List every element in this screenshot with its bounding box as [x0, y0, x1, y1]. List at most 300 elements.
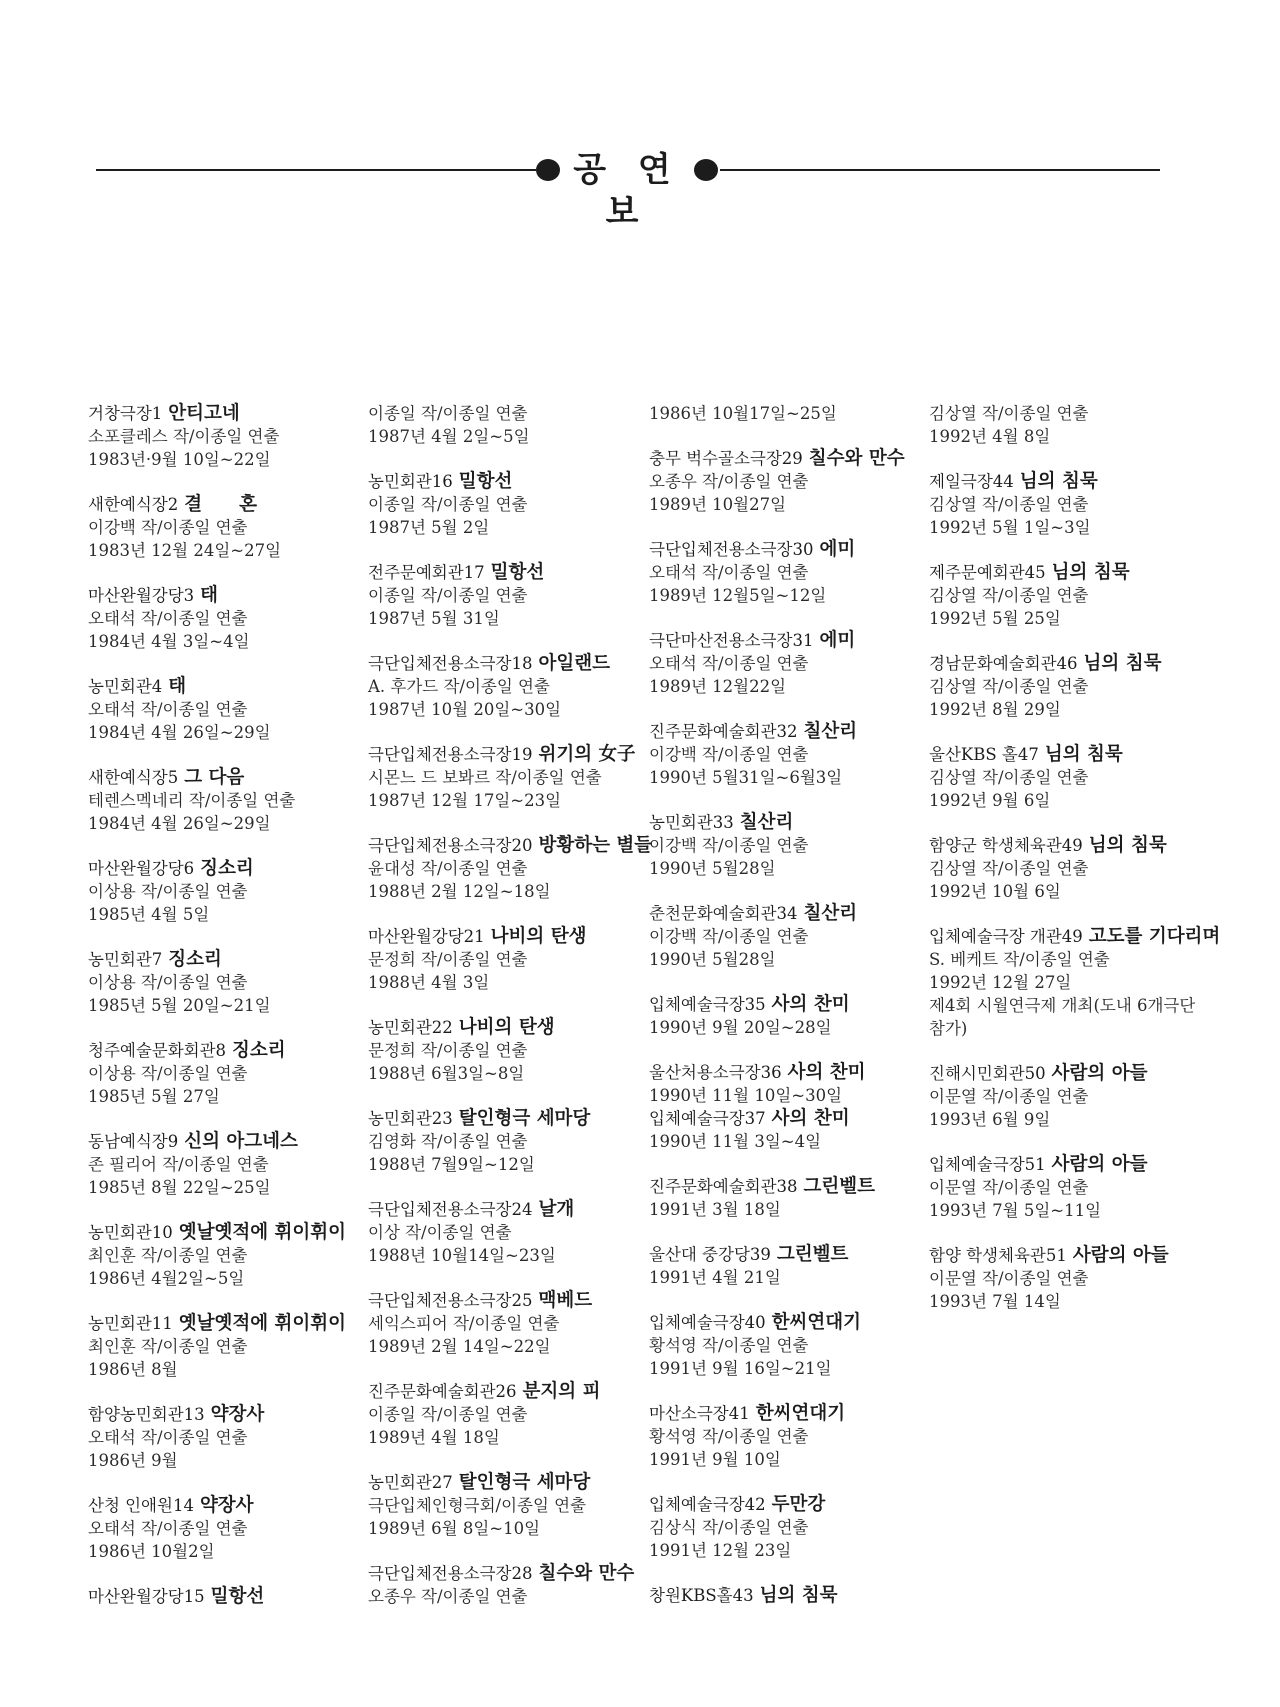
- entry-detail-line: 1990년 11월 10일~30일: [649, 1086, 843, 1105]
- play-title: 징소리: [200, 858, 254, 879]
- entry-detail-line: 이상용 작/이종일 연출: [88, 882, 248, 901]
- entry-detail-line: 오태석 작/이종일 연출: [88, 1428, 248, 1447]
- entry-title-line: [929, 1244, 1201, 1267]
- venue-name: 동남예식장9: [88, 1132, 179, 1151]
- performance-entry: [649, 1584, 921, 1607]
- performance-entry: [649, 447, 921, 516]
- play-title: 님의 침묵: [1051, 562, 1130, 583]
- performance-entry: [649, 402, 921, 425]
- entry-detail-line: 1993년 7월 14일: [929, 1292, 1061, 1311]
- entry-detail-line: 1992년 9월 6일: [929, 791, 1051, 810]
- entry-detail-line: 1989년 10월27일: [649, 495, 787, 514]
- performance-entry: [929, 1244, 1201, 1313]
- play-title: 탈인형극 세마당: [458, 1108, 591, 1129]
- entry-detail-line: 시몬느 드 보봐르 작/이종일 연출: [368, 768, 602, 787]
- play-title: 징소리: [168, 949, 222, 970]
- entry-detail-line: 이강백 작/이종일 연출: [649, 927, 809, 946]
- performance-entry: [368, 1380, 640, 1449]
- entry-title-line: [649, 720, 921, 743]
- entry-title-line: [929, 470, 1201, 493]
- venue-name: 극단입체전용소극장24: [368, 1200, 533, 1219]
- play-title: 고도를 기다리며: [1088, 926, 1221, 947]
- venue-name: 입체예술극장 개관49: [929, 927, 1083, 946]
- entry-detail-line: 윤대성 작/이종일 연출: [368, 859, 528, 878]
- entry-detail-line: 1987년 5월 31일: [368, 609, 500, 628]
- entry-detail-line: 1990년 5월28일: [649, 859, 776, 878]
- venue-name: 마산완월강당3: [88, 586, 195, 605]
- entry-detail-line: 김상열 작/이종일 연출: [929, 495, 1089, 514]
- entry-detail-line: 이종일 작/이종일 연출: [368, 404, 528, 423]
- performance-entry: [88, 948, 360, 1017]
- entry-title-line: [368, 1562, 640, 1585]
- performance-entry: [649, 1402, 921, 1471]
- entry-detail-line: 1986년 10월17일~25일: [649, 404, 837, 423]
- entry-title-line: [649, 993, 921, 1016]
- venue-name: 전주문예회관17: [368, 563, 485, 582]
- entry-detail-line: 오태석 작/이종일 연출: [88, 609, 248, 628]
- play-title: 에미: [819, 539, 856, 560]
- entry-title-line: [929, 834, 1201, 857]
- venue-name: 충무 벅수골소극장29: [649, 449, 803, 468]
- entry-detail-line: 1988년 7월9일~12일: [368, 1155, 535, 1174]
- entry-detail-line: 이상용 작/이종일 연출: [88, 973, 248, 992]
- performance-entry: [649, 1175, 921, 1221]
- entry-title-line: [88, 1403, 360, 1426]
- performance-entry: [929, 834, 1201, 903]
- entry-detail-line: 참가): [929, 1019, 968, 1038]
- entry-detail-line: S. 베케트 작/이종일 연출: [929, 950, 1110, 969]
- play-title: 칠산리: [803, 903, 858, 924]
- performance-entry: [88, 857, 360, 926]
- entry-detail-line: 1983년 12월 24일~27일: [88, 541, 282, 560]
- venue-name: 농민회관22: [368, 1018, 453, 1037]
- play-title: 칠산리: [739, 812, 794, 833]
- entry-detail-line: 1992년 10월 6일: [929, 882, 1061, 901]
- play-title: 사의 찬미: [771, 994, 850, 1015]
- venue-name: 입체예술극장40: [649, 1313, 766, 1332]
- performance-entry: [368, 925, 640, 994]
- venue-name: 진주문화예술회관26: [368, 1382, 517, 1401]
- venue-name: 입체예술극장42: [649, 1495, 766, 1514]
- entry-detail-line: 1985년 5월 27일: [88, 1087, 220, 1106]
- venue-name: 극단입체전용소극장20: [368, 836, 533, 855]
- entry-detail-line: 1989년 12월5일~12일: [649, 586, 827, 605]
- entry-title-line: [88, 402, 360, 425]
- entry-title-line: [649, 1493, 921, 1516]
- venue-name: 입체예술극장35: [649, 995, 766, 1014]
- entry-title-line: [649, 1061, 921, 1084]
- performance-entry: [649, 811, 921, 880]
- entry-detail-line: 1992년 5월 25일: [929, 609, 1061, 628]
- play-title: 징소리: [232, 1040, 286, 1061]
- entry-title-line: [88, 493, 360, 516]
- performance-entry: [649, 1311, 921, 1380]
- entry-detail-line: 문정희 작/이종일 연출: [368, 1041, 528, 1060]
- entry-detail-line: 1985년 8월 22일~25일: [88, 1178, 271, 1197]
- entry-title-line: [929, 925, 1221, 948]
- play-title: 한씨연대기: [771, 1312, 861, 1333]
- performance-entry: [88, 1039, 360, 1108]
- venue-name: 극단입체전용소극장25: [368, 1291, 533, 1310]
- entry-detail-line: 1989년 12월22일: [649, 677, 787, 696]
- entry-detail-line: 김상열 작/이종일 연출: [929, 677, 1089, 696]
- venue-name: 제주문예회관45: [929, 563, 1046, 582]
- performance-entry: [649, 1243, 921, 1289]
- column-4: [929, 402, 1221, 1335]
- venue-name: 농민회관11: [88, 1314, 173, 1333]
- entry-detail-line: 세익스피어 작/이종일 연출: [368, 1314, 560, 1333]
- column-3: [649, 402, 921, 1629]
- entry-title-line: [929, 743, 1201, 766]
- entry-detail-line: 황석영 작/이종일 연출: [649, 1427, 809, 1446]
- play-title: 님의 침묵: [759, 1585, 838, 1606]
- column-2: [368, 402, 653, 1630]
- header-rule-left: [96, 169, 536, 171]
- play-title: 밀항선: [490, 562, 545, 583]
- entry-title-line: [929, 1153, 1201, 1176]
- entry-title-line: [649, 629, 921, 652]
- play-title: 님의 침묵: [1088, 835, 1167, 856]
- play-title: 결 혼: [184, 494, 257, 515]
- play-title: 약장사: [210, 1404, 265, 1425]
- entry-title-line: [368, 1471, 640, 1494]
- entry-detail-line: 1990년 5월31일~6월3일: [649, 768, 843, 787]
- venue-name: 함양농민회관13: [88, 1405, 205, 1424]
- venue-name: 농민회관7: [88, 950, 163, 969]
- entry-detail-line: 이강백 작/이종일 연출: [649, 836, 809, 855]
- entry-detail-line: 1993년 7월 5일~11일: [929, 1201, 1102, 1220]
- performance-entry: [649, 993, 921, 1039]
- performance-entry: [649, 720, 921, 789]
- venue-name: 제일극장44: [929, 472, 1014, 491]
- entry-detail-line: 1992년 5월 1일~3일: [929, 518, 1091, 537]
- entry-detail-line: 1984년 4월 26일~29일: [88, 723, 271, 742]
- entry-detail-line: 1992년 12월 27일: [929, 973, 1072, 992]
- venue-name: 입체예술극장51: [929, 1155, 1046, 1174]
- performance-entry: [929, 561, 1201, 630]
- performance-entry: [368, 834, 653, 903]
- entry-detail-line: 1986년 10월2일: [88, 1542, 215, 1561]
- entry-detail-line: 오태석 작/이종일 연출: [88, 1519, 248, 1538]
- entry-detail-line: 1989년 6월 8일~10일: [368, 1519, 541, 1538]
- entry-title-line: [368, 1107, 640, 1130]
- venue-name: 농민회관16: [368, 472, 453, 491]
- venue-name: 경남문화예술회관46: [929, 654, 1078, 673]
- play-title: 그린벨트: [776, 1244, 849, 1265]
- play-title: 안티고네: [168, 403, 240, 424]
- entry-title-line: [88, 1130, 360, 1153]
- entry-detail-line: 이강백 작/이종일 연출: [649, 745, 809, 764]
- entry-detail-line: 1986년 9월: [88, 1451, 178, 1470]
- column-1: [88, 402, 360, 1630]
- play-title: 밀항선: [210, 1586, 265, 1607]
- venue-name: 마산완월강당15: [88, 1587, 205, 1606]
- play-title: 사의 찬미: [787, 1062, 866, 1083]
- play-title: 칠산리: [803, 721, 858, 742]
- entry-detail-line: 김영화 작/이종일 연출: [368, 1132, 528, 1151]
- entry-title-line: [368, 652, 640, 675]
- entry-title-line: [649, 538, 921, 561]
- entry-detail-line: 소포클레스 작/이종일 연출: [88, 427, 280, 446]
- entry-detail-line: 존 필리어 작/이종일 연출: [88, 1155, 269, 1174]
- venue-name: 새한예식장5: [88, 768, 179, 787]
- entry-title-line: [929, 1062, 1201, 1085]
- performance-entry: [929, 652, 1201, 721]
- entry-detail-line: 1992년 8월 29일: [929, 700, 1061, 719]
- venue-name: 농민회관33: [649, 813, 734, 832]
- performance-entry: [368, 1198, 640, 1267]
- venue-name: 울산처용소극장36: [649, 1063, 782, 1082]
- entry-detail-line: 이강백 작/이종일 연출: [88, 518, 248, 537]
- play-title: 님의 침묵: [1044, 744, 1123, 765]
- entry-title-line: [368, 834, 653, 857]
- venue-name: 극단입체전용소극장30: [649, 540, 814, 559]
- page-title: 공 연 보: [573, 150, 681, 232]
- entry-detail-line: 1987년 5월 2일: [368, 518, 490, 537]
- entry-title-line: [88, 1039, 360, 1062]
- entry-detail-line: 1984년 4월 3일~4일: [88, 632, 250, 651]
- venue-name: 마산소극장41: [649, 1404, 750, 1423]
- performance-entry: [929, 1062, 1201, 1131]
- header-bullet-right: [694, 159, 718, 181]
- entry-detail-line: 이종일 작/이종일 연출: [368, 495, 528, 514]
- performance-entry: [88, 493, 360, 562]
- entry-detail-line: 최인훈 작/이종일 연출: [88, 1337, 248, 1356]
- venue-name: 진주문화예술회관38: [649, 1177, 798, 1196]
- play-title: 밀항선: [458, 471, 513, 492]
- entry-title-line: [368, 1016, 640, 1039]
- performance-entry: [368, 402, 640, 448]
- performance-entry: [88, 1221, 360, 1290]
- play-title: 칠수와 만수: [808, 448, 905, 469]
- venue-name: 거창극장1: [88, 404, 163, 423]
- play-title: 신의 아그네스: [184, 1131, 298, 1152]
- performance-entry: [88, 402, 360, 471]
- performance-entry: [368, 1107, 640, 1176]
- venue-name: 농민회관23: [368, 1109, 453, 1128]
- entry-detail-line: 1991년 12월 23일: [649, 1541, 792, 1560]
- performance-entry: [88, 1494, 360, 1563]
- entry-title-line: [88, 857, 360, 880]
- venue-name: 함양 학생체육관51: [929, 1246, 1067, 1265]
- entry-detail-line: 1983년·9월 10일~22일: [88, 450, 271, 469]
- entry-title-line: [88, 1221, 360, 1244]
- performance-entry: [649, 902, 921, 971]
- entry-title-line: [368, 1380, 640, 1403]
- entry-title-line: [88, 675, 360, 698]
- performance-entry: [88, 1585, 360, 1608]
- page-header: [96, 140, 1160, 232]
- venue-name: 마산완월강당6: [88, 859, 195, 878]
- performance-entry: [649, 538, 921, 607]
- play-title: 아일랜드: [538, 653, 610, 674]
- entry-title-line: [368, 470, 640, 493]
- play-title: 분지의 피: [522, 1381, 601, 1402]
- venue-name: 울산KBS 홀47: [929, 745, 1039, 764]
- entry-title-line: [368, 1198, 640, 1221]
- entry-detail-line: 이문열 작/이종일 연출: [929, 1087, 1089, 1106]
- venue-name: 새한예식장2: [88, 495, 179, 514]
- entry-detail-line: 이상용 작/이종일 연출: [88, 1064, 248, 1083]
- play-title: 님의 침묵: [1083, 653, 1162, 674]
- entry-title-line: [368, 1289, 640, 1312]
- venue-name: 극단입체전용소극장28: [368, 1564, 533, 1583]
- play-title: 날개: [538, 1199, 575, 1220]
- performance-entry: [368, 1562, 640, 1608]
- play-title: 탈인형극 세마당: [458, 1472, 591, 1493]
- venue-name: 청주예술문화회관8: [88, 1041, 227, 1060]
- performance-entry: [88, 1130, 360, 1199]
- entry-title-line: [649, 1107, 921, 1130]
- performance-entry: [929, 743, 1201, 812]
- entry-detail-line: 최인훈 작/이종일 연출: [88, 1246, 248, 1265]
- performance-entry: [88, 1403, 360, 1472]
- entry-detail-line: 1991년 3월 18일: [649, 1200, 781, 1219]
- entry-title-line: [368, 925, 640, 948]
- entry-detail-line: 오태석 작/이종일 연출: [88, 700, 248, 719]
- performance-entry: [929, 1153, 1201, 1222]
- entry-title-line: [88, 1494, 360, 1517]
- play-title: 태: [200, 585, 219, 606]
- entry-detail-line: 1987년 12월 17일~23일: [368, 791, 562, 810]
- play-title: 방황하는 별들: [538, 835, 653, 856]
- entry-detail-line: 김상식 작/이종일 연출: [649, 1518, 809, 1537]
- performance-entry: [368, 1471, 640, 1540]
- entry-title-line: [929, 561, 1201, 584]
- entry-detail-line: 테렌스멕네리 작/이종일 연출: [88, 791, 296, 810]
- performance-entry: [88, 675, 360, 744]
- play-title: 두만강: [771, 1494, 826, 1515]
- entry-detail-line: 1992년 4월 8일: [929, 427, 1051, 446]
- entry-detail-line: 오태석 작/이종일 연출: [649, 563, 809, 582]
- header-rule-right: [720, 169, 1160, 171]
- entry-detail-line: 1988년 4월 3일: [368, 973, 490, 992]
- entry-title-line: [88, 1312, 360, 1335]
- entry-detail-line: 이종일 작/이종일 연출: [368, 586, 528, 605]
- entry-detail-line: 1987년 4월 2일~5일: [368, 427, 530, 446]
- entry-title-line: [649, 811, 921, 834]
- entry-detail-line: 제4회 시월연극제 개최(도내 6개극단: [929, 996, 1196, 1015]
- entry-detail-line: 1985년 5월 20일~21일: [88, 996, 271, 1015]
- entry-detail-line: 오종우 작/이종일 연출: [649, 472, 809, 491]
- entry-detail-line: 1988년 2월 12일~18일: [368, 882, 551, 901]
- entry-title-line: [368, 561, 640, 584]
- performance-entry: [368, 1016, 640, 1085]
- entry-detail-line: 1988년 10월14일~23일: [368, 1246, 556, 1265]
- performance-entry: [88, 584, 360, 653]
- play-title: 태: [168, 676, 187, 697]
- play-title: 옛날옛적에 휘이휘이: [178, 1313, 347, 1334]
- entry-detail-line: 김상열 작/이종일 연출: [929, 768, 1089, 787]
- header-bullet-left: [536, 159, 560, 181]
- entry-detail-line: 김상열 작/이종일 연출: [929, 859, 1089, 878]
- play-title: 옛날옛적에 휘이휘이: [178, 1222, 347, 1243]
- entry-detail-line: 1991년 4월 21일: [649, 1268, 781, 1287]
- venue-name: 농민회관27: [368, 1473, 453, 1492]
- venue-name: 마산완월강당21: [368, 927, 485, 946]
- entry-detail-line: 1987년 10월 20일~30일: [368, 700, 562, 719]
- entry-title-line: [649, 1243, 921, 1266]
- entry-title-line: [649, 902, 921, 925]
- play-title: 그 다음: [184, 767, 245, 788]
- play-title: 사의 찬미: [771, 1108, 850, 1129]
- venue-name: 울산대 중강당39: [649, 1245, 771, 1264]
- entry-detail-line: 1990년 5월28일: [649, 950, 776, 969]
- entry-detail-line: 1991년 9월 16일~21일: [649, 1359, 832, 1378]
- performance-entry: [368, 743, 640, 812]
- entry-detail-line: 오태석 작/이종일 연출: [649, 654, 809, 673]
- play-title: 님의 침묵: [1019, 471, 1098, 492]
- venue-name: 함양군 학생체육관49: [929, 836, 1083, 855]
- entry-detail-line: 문정희 작/이종일 연출: [368, 950, 528, 969]
- entry-detail-line: 1991년 9월 10일: [649, 1450, 781, 1469]
- venue-name: 진주문화예술회관32: [649, 722, 798, 741]
- play-title: 사람의 아들: [1051, 1154, 1148, 1175]
- entry-detail-line: 1988년 6월3일~8일: [368, 1064, 525, 1083]
- venue-name: 입체예술극장37: [649, 1109, 766, 1128]
- performance-entry: [929, 402, 1201, 448]
- entry-detail-line: 1985년 4월 5일: [88, 905, 210, 924]
- play-title: 맥베드: [538, 1290, 593, 1311]
- venue-name: 극단마산전용소극장31: [649, 631, 814, 650]
- performance-entry: [368, 1289, 640, 1358]
- entry-detail-line: 김상열 작/이종일 연출: [929, 404, 1089, 423]
- play-title: 나비의 탄생: [490, 926, 587, 947]
- entry-title-line: [649, 1175, 921, 1198]
- play-title: 사람의 아들: [1051, 1063, 1148, 1084]
- entry-detail-line: 1989년 2월 14일~22일: [368, 1337, 551, 1356]
- play-title: 위기의 女子: [538, 744, 636, 765]
- play-title: 칠수와 만수: [538, 1563, 635, 1584]
- entry-title-line: [649, 1311, 921, 1334]
- venue-name: 진해시민회관50: [929, 1064, 1046, 1083]
- play-title: 그린벨트: [803, 1176, 875, 1197]
- entry-detail-line: 김상열 작/이종일 연출: [929, 586, 1089, 605]
- entry-detail-line: 극단입체인형극회/이종일 연출: [368, 1496, 587, 1515]
- play-title: 에미: [819, 630, 856, 651]
- entry-detail-line: 이문열 작/이종일 연출: [929, 1178, 1089, 1197]
- entry-detail-line: 1986년 4월2일~5일: [88, 1269, 245, 1288]
- venue-name: 산청 인애원14: [88, 1496, 194, 1515]
- venue-name: 농민회관10: [88, 1223, 173, 1242]
- entry-detail-line: 1984년 4월 26일~29일: [88, 814, 271, 833]
- entry-title-line: [88, 766, 360, 789]
- entry-title-line: [88, 948, 360, 971]
- entry-detail-line: 황석영 작/이종일 연출: [649, 1336, 809, 1355]
- performance-entry: [649, 629, 921, 698]
- entry-title-line: [88, 584, 360, 607]
- play-title: 한씨연대기: [755, 1403, 846, 1424]
- venue-name: 극단입체전용소극장18: [368, 654, 533, 673]
- entry-title-line: [649, 1584, 921, 1607]
- entry-title-line: [649, 1402, 921, 1425]
- entry-detail-line: 1989년 4월 18일: [368, 1428, 500, 1447]
- performance-entry: [929, 470, 1201, 539]
- play-title: 나비의 탄생: [458, 1017, 555, 1038]
- performance-entry: [88, 766, 360, 835]
- entry-title-line: [929, 652, 1201, 675]
- performance-entry: [368, 561, 640, 630]
- performance-entry: [649, 1061, 921, 1153]
- entry-title-line: [649, 447, 921, 470]
- play-title: 사람의 아들: [1072, 1245, 1169, 1266]
- entry-detail-line: 1990년 11월 3일~4일: [649, 1132, 822, 1151]
- performance-entry: [649, 1493, 921, 1562]
- performance-entry: [368, 652, 640, 721]
- entry-detail-line: 1990년 9월 20일~28일: [649, 1018, 832, 1037]
- venue-name: 농민회관4: [88, 677, 163, 696]
- entry-title-line: [368, 743, 640, 766]
